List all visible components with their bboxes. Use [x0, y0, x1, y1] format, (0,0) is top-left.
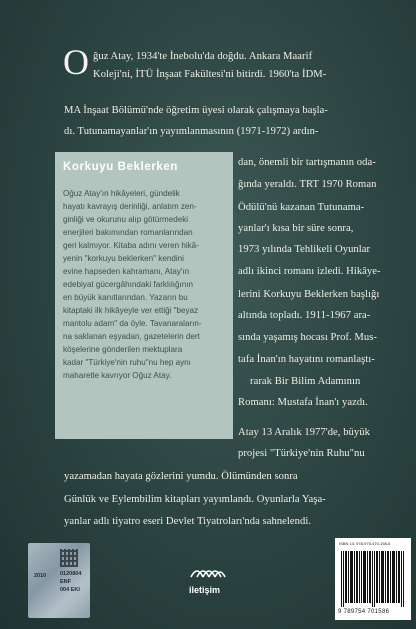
bio-line: 1973 yılında Tehlikeli Oyunlar [238, 244, 371, 255]
sticker-text: 004 EKI [60, 587, 80, 593]
library-sticker [28, 543, 90, 618]
qr-code-icon [60, 549, 78, 567]
synopsis-line: kadar "Türkiye'nin ruhu"nu hep aynı [63, 358, 191, 367]
sticker-text: ENF [60, 579, 71, 585]
bio-line: ğuz Atay, 1934'te İnebolu'da doğdu. Ankara Maarif [93, 51, 313, 62]
bio-line: Günlük ve Eylembilim kitapları yayımlandı. Oyunlarla Yaşa- [64, 494, 326, 505]
bio-line: tafa İnan'ın hayatını romanlaştı- [238, 354, 375, 365]
bio-line: MA İnşaat Bölümü'nde öğretim üyesi olarak çalışmaya başla- [64, 105, 328, 116]
sticker-text: 0120804 [60, 571, 82, 577]
bio-line: lerini Korkuyu Beklerken başlığı [238, 289, 380, 300]
bio-line: adlı ikinci romanı izledi. Hikâye- [238, 266, 381, 277]
publisher-logo-icon [189, 563, 227, 579]
isbn-number: 9 789754 701586 [338, 609, 390, 615]
bio-line: yanlar'ı kısa bir süre sonra, [238, 223, 354, 234]
synopsis-line: hayatı kavrayış derinliği, anlatım zen- [63, 202, 197, 211]
sticker-text: 2010 [34, 573, 47, 579]
bio-line: Romanı: Mustafa İnan'ı yazdı. [238, 397, 368, 408]
synopsis-line: yenin "korkuyu beklerken" kendini [63, 254, 184, 263]
synopsis-line: en büyük kanıtlarından. Yazarın bu [63, 293, 188, 302]
synopsis-line: köşelerine gönderilen mektuplara [63, 345, 183, 354]
bio-line: projesi "Türkiye'nin Ruhu"nu [238, 448, 365, 459]
bio-line: altında topladı. 1911-1967 ara- [238, 310, 371, 321]
synopsis-line: geri kalmıyor. Kitaba adını veren hikâ- [63, 241, 199, 250]
synopsis-box [55, 152, 233, 439]
bio-line: sında yaşamış hocası Prof. Mus- [238, 332, 377, 343]
bio-line: ğında yeraldı. TRT 1970 Roman [238, 179, 377, 190]
synopsis-line: ginliği ve okurunu alıp götürmedeki [63, 215, 189, 224]
synopsis-line: kitaptaki ilk hikâyeyle ver ettiği "beyaz [63, 306, 199, 315]
synopsis-title: Korkuyu Beklerken [63, 161, 179, 173]
synopsis-line: edebiyat gücergâhındaki farklılığının [63, 280, 194, 289]
bio-line: Ödülü'nü kazanan Tutunama- [238, 202, 365, 213]
bio-line: Atay 13 Aralık 1977'de, büyük [238, 427, 370, 438]
bio-line: dı. Tutunamayanlar'ın yayımlanmasının (1971-1972) ardın- [64, 126, 319, 137]
synopsis-line: maharetle kavrıyor Oğuz Atay. [63, 371, 172, 380]
bio-line: Koleji'ni, İTÜ İnşaat Fakültesi'ni bitirdi. 1960'ta İDM- [93, 69, 327, 80]
synopsis-line: na saklanan eşyadan, gazetelerin dert [63, 332, 200, 341]
barcode-icon [341, 551, 405, 607]
synopsis-line: mantolu adam" da öyle. Tavanaraların- [63, 319, 202, 328]
synopsis-line: evine hapseden kahramanı, Atay'ın [63, 267, 190, 276]
bio-line: dan, önemli bir tartışmanın oda- [238, 157, 376, 168]
drop-cap: O [63, 42, 89, 82]
bio-line: yazamadan hayata gözlerini yumdu. Ölümünden sonra [64, 471, 298, 482]
isbn-barcode [335, 538, 411, 620]
publisher-name: iletişim [189, 585, 221, 595]
bio-line: rarak Bir Bilim Adamının [250, 376, 361, 387]
synopsis-line: enerjileri bakımından romanlarından [63, 228, 193, 237]
synopsis-line: Oğuz Atay'ın hikâyeleri, gündelik [63, 189, 180, 198]
bio-line: yanlar adlı tiyatro eseri Devlet Tiyatroları'nda sahnelendi. [64, 516, 312, 527]
isbn-label: ISBN 13: 978-975-470-158-6 [339, 541, 391, 546]
